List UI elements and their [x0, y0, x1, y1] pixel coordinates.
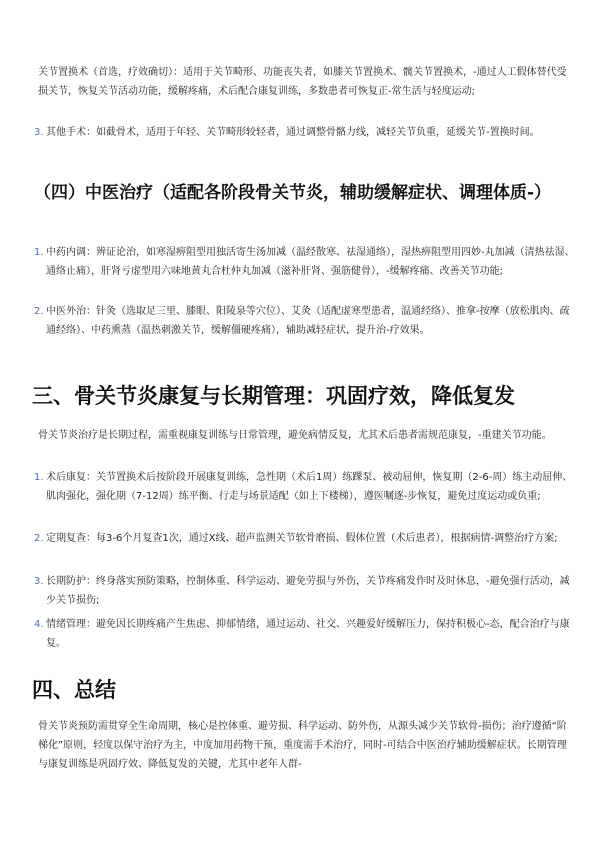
- list-number: 4.: [34, 619, 44, 630]
- list-item-text: 中药内调：辨证论治，如寒湿痹阻型用独活寄生汤加减（温经散寒、祛湿通络），湿热痹阻型用四妙-丸加减（清热祛湿、通络止痛），肝肾亏虚型用六味地黄丸合杜仲丸加减（滋补肝肾、强筋健骨），-缓解疼痛、改善关节功能;: [46, 247, 575, 277]
- list-number: 1.: [34, 472, 44, 483]
- list-item-text: 其他手术：如截骨术，适用于年轻、关节畸形较轻者，通过调整骨骼力线，减轻关节负重，延缓关节-置换时间。: [46, 127, 540, 138]
- paragraph-rehab-intro: 骨关节炎治疗是长期过程，需重视康复训练与日常管理，避免病情反复，尤其术后患者需规范康复，-重建关节功能。: [38, 430, 552, 441]
- list-item-postop-rehab: [34, 468, 578, 506]
- section-heading-summary: 四、总结: [32, 678, 116, 702]
- list-number: 3.: [34, 127, 44, 138]
- list-item-text: 中医外治：针灸（选取足三里、膝眼、阳陵泉等穴位）、艾灸（适配虚寒型患者，温通经络）、推拿-按摩（放松肌肉、疏通经络）、中药熏蒸（温热刺激关节，缓解僵硬疼痛），辅助减轻症状，提升治-疗效果。: [46, 306, 570, 336]
- list-item-text: 情绪管理：避免因长期疼痛产生焦虑、抑郁情绪，通过运动、社交、兴趣爱好缓解压力，保持积极心-态，配合治疗与康复。: [46, 619, 570, 649]
- list-number: 2.: [34, 533, 44, 544]
- list-item-text: 定期复查：每3-6个月复查1次，通过X线、超声监测关节软骨磨损、假体位置（术后患者），根据病情-调整治疗方案;: [46, 533, 558, 544]
- section-heading-rehab: 三、骨关节炎康复与长期管理：巩固疗效，降低复发: [32, 384, 515, 408]
- list-item-long-term-protection: [34, 572, 578, 610]
- list-item-regular-checkup: [34, 529, 578, 548]
- list-number: 2.: [34, 306, 44, 317]
- list-item-text: 长期防护：终身落实预防策略，控制体重、科学运动、避免劳损与外伤，关节疼痛发作时及时休息，-避免强行活动，减少关节损伤;: [46, 576, 570, 606]
- list-item-tcm-external: [34, 302, 578, 340]
- list-item-emotion-management: [34, 615, 578, 653]
- section-heading-tcm: （四）中医治疗（适配各阶段骨关节炎，辅助缓解症状、调理体质-）: [34, 183, 552, 203]
- paragraph-joint-replacement: 关节置换术（首选，疗效确切）：适用于关节畸形、功能丧失者，如膝关节置换术、髋关节置换术，-通过人工假体替代受损关节，恢复关节活动功能，缓解疼痛，术后配合康复训练，多数患者可恢复正-常生活与轻度运动;: [38, 67, 567, 97]
- list-number: 3.: [34, 576, 44, 587]
- list-item-text: 术后康复：关节置换术后按阶段开展康复训练，急性期（术后1周）练踝泵、被动屈伸，恢复期（2-6-周）练主动屈伸、肌肉强化，强化期（7-12周）练平衡、行走与场景适配（如上下楼梯），遵医嘱逐-步恢复，避免过度运动或负重;: [46, 472, 573, 502]
- list-item-other-surgery: [34, 123, 578, 142]
- list-number: 1.: [34, 247, 44, 258]
- paragraph-summary: 骨关节炎预防需贯穿全生命周期，核心是控体重、避劳损、科学运动、防外伤，从源头减少关节软骨-损伤；治疗遵循“阶梯化”原则，轻度以保守治疗为主，中度加用药物干预，重度需手术治疗，同时-可结合中医治疗辅助缓解症状。长期管理与康复训练是巩固疗效、降低复发的关键，尤其中老年人群-: [38, 721, 567, 770]
- list-item-tcm-internal: [34, 243, 578, 281]
